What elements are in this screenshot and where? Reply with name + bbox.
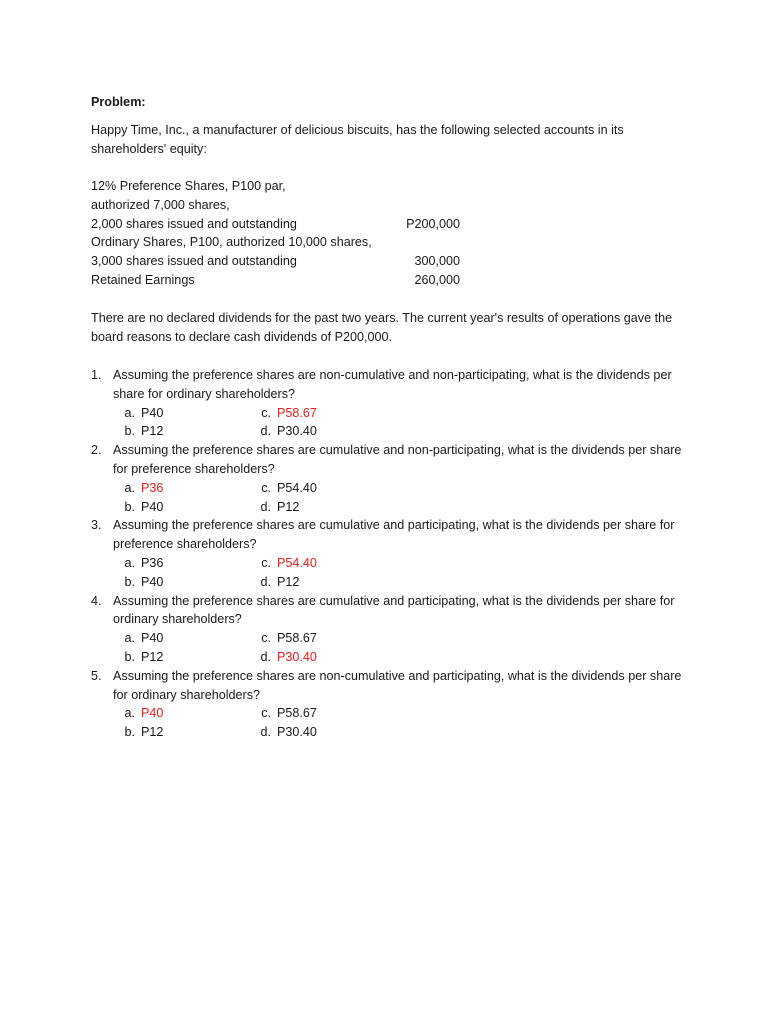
question-item: [91, 667, 691, 742]
question-number: 4.: [91, 593, 102, 608]
question-text: Assuming the preference shares are cumulative and participating, what is the dividends per share for preference shareholders?: [113, 518, 675, 552]
option-a: a. P36: [124, 480, 164, 495]
option-value: P30.40: [277, 725, 317, 740]
option-a: a. P40: [124, 706, 164, 721]
account-amount: 300,000: [414, 254, 460, 269]
option-value: P58.67: [277, 631, 317, 646]
questions-list: [91, 366, 691, 742]
option-c: c. P58.67: [261, 631, 317, 646]
option-value: P12: [141, 424, 164, 439]
answer-options: [91, 404, 691, 442]
account-label: 3,000 shares issued and outstanding: [91, 254, 297, 269]
question-text: Assuming the preference shares are cumulative and non-participating, what is the dividends per share for preference shareholders?: [113, 443, 682, 476]
option-value: P12: [277, 574, 300, 589]
question-number: 1.: [91, 368, 102, 382]
account-amount: P200,000: [406, 216, 460, 231]
question-number: 2.: [91, 443, 102, 458]
option-value: P54.40: [277, 480, 317, 495]
option-b: b. P12: [124, 424, 164, 439]
account-amount: 260,000: [414, 272, 460, 287]
option-c: c. P54.40: [261, 480, 317, 495]
option-value: P12: [277, 499, 300, 514]
intro-paragraph: Happy Time, Inc., a manufacturer of delicious biscuits, has the following selected accounts in its shareholders' equity:: [91, 123, 624, 156]
option-value: P40: [141, 631, 164, 646]
account-label: 2,000 shares issued and outstanding: [91, 216, 297, 231]
answer-options: [91, 629, 691, 667]
account-line: [91, 252, 471, 271]
question-item: [91, 366, 691, 441]
option-value: P12: [141, 725, 164, 740]
account-line: [91, 177, 471, 196]
question-text: Assuming the preference shares are non-cumulative and participating, what is the dividends per share for ordinary shareholders?: [113, 668, 682, 702]
option-d: d. P30.40: [260, 725, 317, 740]
option-d: d. P30.40: [260, 649, 317, 664]
option-d: d. P12: [260, 499, 300, 514]
question-text: Assuming the preference shares are non-cumulative and non-participating, what is the dividends per share for ordinary shareholders?: [113, 368, 672, 401]
option-value: P40: [141, 574, 164, 589]
option-value: P30.40: [277, 424, 317, 439]
account-label: authorized 7,000 shares,: [91, 197, 230, 212]
account-label: Ordinary Shares, P100, authorized 10,000 shares,: [91, 235, 372, 250]
answer-options: [91, 704, 691, 742]
option-b: b. P12: [124, 725, 164, 740]
option-b: b. P40: [124, 574, 164, 589]
option-value-answer: P30.40: [277, 649, 317, 664]
option-value-answer: P36: [141, 480, 164, 495]
problem-heading: Problem:: [91, 95, 146, 109]
option-c: c. P58.67: [261, 706, 317, 721]
option-value: P12: [141, 649, 164, 664]
option-b: b. P40: [124, 499, 164, 514]
option-value-answer: P58.67: [277, 405, 317, 420]
account-line: [91, 233, 471, 252]
option-a: a. P36: [124, 555, 164, 570]
answer-options: [91, 479, 691, 517]
question-item: [91, 592, 691, 667]
question-text: Assuming the preference shares are cumulative and participating, what is the dividends per share for ordinary shareholders?: [113, 593, 675, 627]
question-item: [91, 516, 691, 591]
option-value-answer: P54.40: [277, 555, 317, 570]
option-d: d. P12: [260, 574, 300, 589]
option-a: a. P40: [124, 405, 164, 420]
question-number: 5.: [91, 668, 102, 683]
option-c: c. P58.67: [261, 405, 317, 420]
option-value: P40: [141, 405, 164, 420]
option-b: b. P12: [124, 649, 164, 664]
equity-accounts-list: [91, 177, 471, 290]
question-item: [91, 441, 691, 516]
account-label: 12% Preference Shares, P100 par,: [91, 179, 286, 193]
account-line: [91, 271, 471, 290]
option-a: a. P40: [124, 631, 164, 646]
account-line: [91, 215, 471, 234]
option-d: d. P30.40: [260, 424, 317, 439]
question-number: 3.: [91, 518, 102, 533]
account-line: [91, 196, 471, 215]
dividend-statement: There are no declared dividends for the past two years. The current year's results of operations gave the board reasons to declare cash dividends of P200,000.: [91, 311, 673, 344]
option-value-answer: P40: [141, 706, 164, 721]
option-value: P36: [141, 555, 164, 570]
option-value: P40: [141, 499, 164, 514]
option-c: c. P54.40: [261, 555, 317, 570]
answer-options: [91, 554, 691, 592]
option-value: P58.67: [277, 706, 317, 721]
account-label: Retained Earnings: [91, 272, 195, 287]
